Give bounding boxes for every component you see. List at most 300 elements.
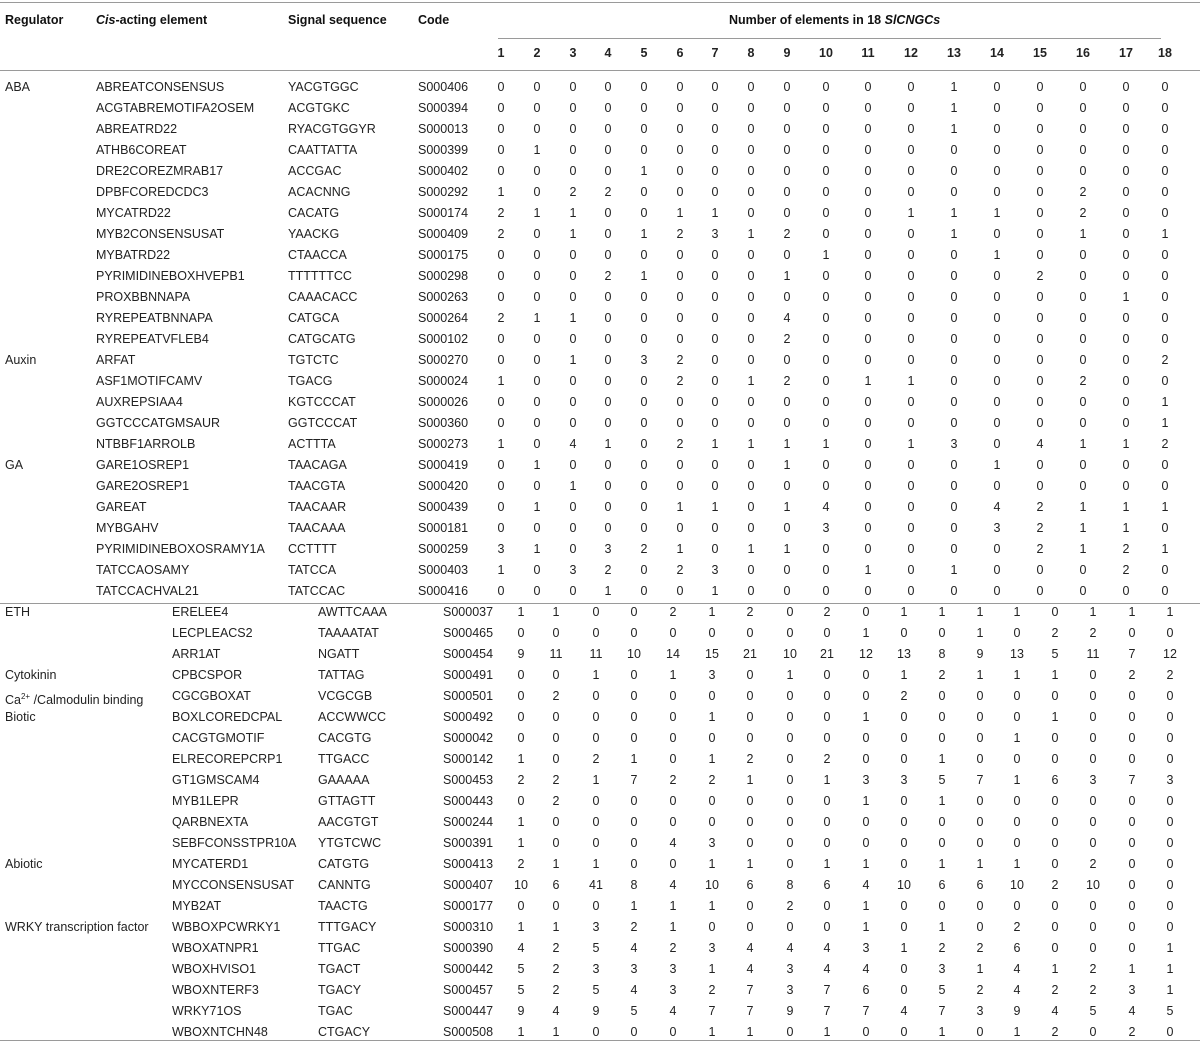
- count-cell: 1: [533, 311, 541, 325]
- element-cell: WBBOXPCWRKY1: [172, 920, 281, 934]
- count-cell: 1: [552, 920, 560, 934]
- count-cell: 0: [783, 164, 791, 178]
- count-cell: 0: [497, 458, 505, 472]
- count-cell: 0: [993, 80, 1001, 94]
- count-cell: 0: [676, 521, 684, 535]
- count-cell: 0: [497, 416, 505, 430]
- count-cell: 0: [1128, 857, 1136, 871]
- signal-cell: TGACT: [318, 962, 361, 976]
- count-cell: 0: [1036, 164, 1044, 178]
- count-cell: 0: [676, 395, 684, 409]
- code-cell: S000406: [418, 80, 469, 94]
- count-cell: 5: [1166, 1004, 1174, 1018]
- count-cell: 2: [552, 773, 560, 787]
- count-cell: 0: [1161, 563, 1169, 577]
- count-cell: 2: [1166, 668, 1174, 682]
- element-cell: WBOXATNPR1: [172, 941, 259, 955]
- count-cell: 1: [517, 752, 525, 766]
- count-cell: 0: [592, 899, 600, 913]
- count-cell: 0: [900, 899, 908, 913]
- count-cell: 0: [552, 752, 560, 766]
- count-cell: 7: [630, 773, 638, 787]
- count-cell: 0: [552, 626, 560, 640]
- count-cell: 1: [900, 941, 908, 955]
- count-cell: 0: [552, 836, 560, 850]
- count-cell: 0: [938, 710, 946, 724]
- count-cell: 0: [862, 836, 870, 850]
- code-cell: S000181: [418, 521, 469, 535]
- count-cell: 1: [862, 899, 870, 913]
- signal-cell: AWTTCAAA: [318, 605, 387, 619]
- count-cell: 0: [864, 269, 872, 283]
- count-cell: 0: [1166, 731, 1174, 745]
- count-cell: 0: [1013, 899, 1021, 913]
- count-cell: 0: [669, 731, 677, 745]
- element-cell: ACGTABREMOTIFA2OSEM: [96, 101, 255, 115]
- count-cell: 0: [993, 269, 1001, 283]
- count-cell: 0: [676, 122, 684, 136]
- signal-cell: NGATT: [318, 647, 360, 661]
- gene-number-header: 8: [747, 46, 755, 60]
- gene-number-header: 1: [497, 46, 505, 60]
- count-cell: 1: [640, 227, 648, 241]
- element-cell: GARE1OSREP1: [96, 458, 190, 472]
- code-cell: S000491: [443, 668, 494, 682]
- count-cell: 0: [976, 836, 984, 850]
- count-cell: 0: [864, 584, 872, 598]
- count-cell: 0: [604, 248, 612, 262]
- count-cell: 1: [938, 1025, 946, 1039]
- count-cell: 0: [1128, 689, 1136, 703]
- count-cell: 1: [569, 227, 577, 241]
- count-cell: 0: [569, 164, 577, 178]
- count-cell: 1: [517, 920, 525, 934]
- count-cell: 0: [747, 143, 755, 157]
- regulator-cell: ABA: [5, 80, 31, 94]
- count-cell: 0: [864, 353, 872, 367]
- count-cell: 0: [1079, 563, 1087, 577]
- count-cell: 0: [640, 206, 648, 220]
- count-cell: 0: [533, 479, 541, 493]
- regulator-cell: Biotic: [5, 710, 36, 724]
- count-cell: 0: [569, 458, 577, 472]
- count-cell: 0: [1089, 1025, 1097, 1039]
- count-cell: 2: [1122, 542, 1130, 556]
- count-cell: 1: [1122, 290, 1130, 304]
- count-cell: 0: [711, 311, 719, 325]
- count-cell: 0: [1089, 710, 1097, 724]
- header-regulator: Regulator: [5, 13, 64, 27]
- count-cell: 0: [747, 395, 755, 409]
- count-cell: 0: [976, 752, 984, 766]
- count-cell: 0: [950, 332, 958, 346]
- count-cell: 1: [747, 437, 755, 451]
- count-cell: 0: [640, 311, 648, 325]
- count-cell: 4: [517, 941, 525, 955]
- count-cell: 0: [640, 374, 648, 388]
- count-cell: 0: [676, 416, 684, 430]
- count-cell: 15: [705, 647, 719, 661]
- count-cell: 0: [1166, 836, 1174, 850]
- count-cell: 4: [746, 941, 754, 955]
- count-cell: 1: [862, 626, 870, 640]
- count-cell: 0: [592, 689, 600, 703]
- count-cell: 0: [1161, 185, 1169, 199]
- count-cell: 0: [1161, 521, 1169, 535]
- count-cell: 0: [497, 395, 505, 409]
- count-cell: 1: [1122, 521, 1130, 535]
- count-cell: 0: [640, 290, 648, 304]
- count-cell: 2: [552, 794, 560, 808]
- count-cell: 0: [1079, 122, 1087, 136]
- count-cell: 2: [1051, 1025, 1059, 1039]
- count-cell: 1: [497, 437, 505, 451]
- count-cell: 0: [1166, 752, 1174, 766]
- count-cell: 1: [823, 857, 831, 871]
- count-cell: 1: [708, 752, 716, 766]
- count-cell: 1: [1013, 668, 1021, 682]
- count-cell: 4: [783, 311, 791, 325]
- count-cell: 10: [1086, 878, 1100, 892]
- count-cell: 0: [907, 269, 915, 283]
- signal-cell: TTTGACY: [318, 920, 377, 934]
- count-cell: 0: [1128, 794, 1136, 808]
- count-cell: 0: [1122, 332, 1130, 346]
- count-cell: 5: [1089, 1004, 1097, 1018]
- count-cell: 0: [822, 479, 830, 493]
- count-cell: 0: [676, 80, 684, 94]
- count-cell: 0: [640, 563, 648, 577]
- count-cell: 3: [630, 962, 638, 976]
- gene-number-header: 4: [604, 46, 612, 60]
- count-cell: 1: [497, 374, 505, 388]
- count-cell: 0: [711, 143, 719, 157]
- count-cell: 2: [552, 983, 560, 997]
- count-cell: 0: [1036, 479, 1044, 493]
- count-cell: 4: [669, 836, 677, 850]
- count-cell: 0: [569, 122, 577, 136]
- count-cell: 0: [822, 227, 830, 241]
- count-cell: 1: [533, 458, 541, 472]
- count-cell: 3: [1089, 773, 1097, 787]
- element-cell: NTBBF1ARROLB: [96, 437, 196, 451]
- count-cell: 1: [708, 857, 716, 871]
- count-cell: 0: [862, 689, 870, 703]
- element-cell: GGTCCCATGMSAUR: [96, 416, 221, 430]
- code-cell: S000391: [443, 836, 494, 850]
- count-cell: 1: [950, 122, 958, 136]
- count-cell: 0: [533, 185, 541, 199]
- count-cell: 0: [907, 353, 915, 367]
- element-cell: MYB1LEPR: [172, 794, 239, 808]
- count-cell: 0: [676, 248, 684, 262]
- count-cell: 0: [497, 80, 505, 94]
- count-cell: 0: [630, 668, 638, 682]
- regulator-cell: WRKY transcription factor: [5, 920, 149, 934]
- element-cell: BOXLCOREDCPAL: [172, 710, 283, 724]
- count-cell: 0: [1161, 101, 1169, 115]
- count-cell: 5: [630, 1004, 638, 1018]
- count-cell: 0: [1036, 563, 1044, 577]
- count-cell: 2: [497, 227, 505, 241]
- count-cell: 0: [1036, 143, 1044, 157]
- count-cell: 1: [1079, 227, 1087, 241]
- count-cell: 1: [747, 227, 755, 241]
- count-cell: 0: [822, 185, 830, 199]
- count-cell: 1: [938, 794, 946, 808]
- count-cell: 0: [786, 605, 794, 619]
- count-cell: 1: [1013, 731, 1021, 745]
- code-cell: S000244: [443, 815, 494, 829]
- count-cell: 0: [747, 479, 755, 493]
- count-cell: 2: [783, 227, 791, 241]
- count-cell: 0: [640, 437, 648, 451]
- code-cell: S000407: [443, 878, 494, 892]
- count-cell: 4: [630, 941, 638, 955]
- count-cell: 0: [900, 731, 908, 745]
- count-cell: 0: [711, 290, 719, 304]
- count-cell: 2: [604, 185, 612, 199]
- count-cell: 0: [1036, 458, 1044, 472]
- header-bottom-rule: [0, 70, 1200, 71]
- count-cell: 0: [1036, 227, 1044, 241]
- count-cell: 0: [950, 500, 958, 514]
- code-cell: S000419: [418, 458, 469, 472]
- code-cell: S000443: [443, 794, 494, 808]
- count-cell: 2: [1089, 857, 1097, 871]
- element-cell: PROXBBNNAPA: [96, 290, 191, 304]
- code-cell: S000402: [418, 164, 469, 178]
- count-cell: 0: [864, 122, 872, 136]
- count-cell: 0: [900, 983, 908, 997]
- count-cell: 2: [746, 605, 754, 619]
- count-cell: 4: [630, 983, 638, 997]
- count-cell: 4: [823, 941, 831, 955]
- count-cell: 5: [517, 962, 525, 976]
- element-cell: WBOXHVISO1: [172, 962, 257, 976]
- count-cell: 0: [708, 794, 716, 808]
- count-cell: 3: [822, 521, 830, 535]
- count-cell: 0: [746, 668, 754, 682]
- count-cell: 0: [1036, 311, 1044, 325]
- count-cell: 1: [708, 710, 716, 724]
- count-cell: 1: [993, 458, 1001, 472]
- count-cell: 1: [938, 752, 946, 766]
- count-cell: 2: [1051, 626, 1059, 640]
- count-cell: 1: [746, 773, 754, 787]
- count-cell: 0: [604, 164, 612, 178]
- signal-cell: GAAAAA: [318, 773, 370, 787]
- count-cell: 1: [1013, 773, 1021, 787]
- count-cell: 1: [1166, 983, 1174, 997]
- count-cell: 2: [1089, 626, 1097, 640]
- count-cell: 7: [708, 1004, 716, 1018]
- count-cell: 0: [1089, 668, 1097, 682]
- count-cell: 2: [1051, 878, 1059, 892]
- count-cell: 0: [950, 143, 958, 157]
- count-cell: 0: [900, 794, 908, 808]
- count-cell: 0: [950, 458, 958, 472]
- signal-cell: ACCWWCC: [318, 710, 387, 724]
- count-cell: 1: [604, 584, 612, 598]
- count-cell: 0: [907, 290, 915, 304]
- count-cell: 0: [533, 521, 541, 535]
- count-cell: 1: [938, 920, 946, 934]
- count-cell: 0: [1051, 857, 1059, 871]
- count-cell: 0: [747, 353, 755, 367]
- count-cell: 2: [1051, 983, 1059, 997]
- count-cell: 0: [976, 1025, 984, 1039]
- count-cell: 2: [669, 773, 677, 787]
- count-cell: 0: [676, 332, 684, 346]
- count-cell: 0: [907, 164, 915, 178]
- count-cell: 0: [783, 248, 791, 262]
- count-cell: 0: [711, 122, 719, 136]
- count-cell: 2: [1079, 206, 1087, 220]
- count-cell: 9: [786, 1004, 794, 1018]
- count-cell: 10: [705, 878, 719, 892]
- count-cell: 4: [1036, 437, 1044, 451]
- count-cell: 1: [746, 857, 754, 871]
- count-cell: 7: [976, 773, 984, 787]
- count-cell: 0: [783, 122, 791, 136]
- count-cell: 0: [783, 563, 791, 577]
- code-cell: S000360: [418, 416, 469, 430]
- gene-number-header: 14: [990, 46, 1004, 60]
- count-cell: 0: [786, 773, 794, 787]
- count-cell: 0: [1036, 80, 1044, 94]
- count-cell: 0: [747, 122, 755, 136]
- count-cell: 0: [822, 374, 830, 388]
- count-cell: 0: [783, 521, 791, 535]
- count-cell: 0: [864, 521, 872, 535]
- count-cell: 0: [630, 815, 638, 829]
- count-cell: 0: [822, 584, 830, 598]
- count-cell: 0: [552, 710, 560, 724]
- count-cell: 0: [783, 290, 791, 304]
- count-cell: 4: [669, 1004, 677, 1018]
- count-cell: 0: [1122, 269, 1130, 283]
- count-cell: 0: [950, 542, 958, 556]
- element-cell: CACGTGMOTIF: [172, 731, 265, 745]
- count-cell: 1: [533, 500, 541, 514]
- count-cell: 0: [630, 731, 638, 745]
- count-cell: 0: [711, 101, 719, 115]
- count-cell: 2: [676, 437, 684, 451]
- count-cell: 6: [976, 878, 984, 892]
- count-cell: 1: [1166, 941, 1174, 955]
- count-cell: 21: [743, 647, 757, 661]
- count-cell: 1: [1089, 605, 1097, 619]
- count-cell: 1: [938, 857, 946, 871]
- code-cell: S000042: [443, 731, 494, 745]
- count-cell: 2: [1089, 983, 1097, 997]
- count-cell: 10: [1010, 878, 1024, 892]
- gene-number-header: 2: [533, 46, 541, 60]
- count-cell: 1: [569, 479, 577, 493]
- count-cell: 0: [864, 458, 872, 472]
- signal-cell: YACGTGGC: [288, 80, 359, 94]
- count-cell: 0: [823, 899, 831, 913]
- count-cell: 0: [533, 395, 541, 409]
- count-cell: 2: [517, 857, 525, 871]
- count-cell: 3: [711, 227, 719, 241]
- count-cell: 4: [1051, 1004, 1059, 1018]
- count-cell: 9: [976, 647, 984, 661]
- count-cell: 0: [676, 290, 684, 304]
- count-cell: 4: [862, 962, 870, 976]
- count-cell: 0: [907, 500, 915, 514]
- count-cell: 0: [592, 710, 600, 724]
- count-cell: 0: [862, 1025, 870, 1039]
- count-cell: 10: [627, 647, 641, 661]
- count-cell: 3: [708, 836, 716, 850]
- count-cell: 0: [786, 794, 794, 808]
- count-cell: 11: [549, 647, 563, 661]
- count-cell: 0: [569, 416, 577, 430]
- count-cell: 1: [569, 311, 577, 325]
- count-cell: 1: [604, 437, 612, 451]
- signal-cell: AACGTGT: [318, 815, 379, 829]
- count-cell: 0: [676, 185, 684, 199]
- header-signal-sequence: Signal sequence: [288, 13, 387, 27]
- count-cell: 0: [676, 479, 684, 493]
- count-cell: 0: [1089, 731, 1097, 745]
- element-cell: PYRIMIDINEBOXHVEPB1: [96, 269, 245, 283]
- count-cell: 0: [708, 626, 716, 640]
- count-cell: 0: [993, 311, 1001, 325]
- signal-cell: TAACGTA: [288, 479, 346, 493]
- count-cell: 1: [517, 836, 525, 850]
- count-cell: 0: [1036, 332, 1044, 346]
- count-cell: 1: [976, 626, 984, 640]
- count-cell: 0: [1122, 395, 1130, 409]
- count-cell: 0: [822, 311, 830, 325]
- count-cell: 1: [676, 206, 684, 220]
- count-cell: 0: [533, 269, 541, 283]
- count-cell: 0: [676, 311, 684, 325]
- element-cell: ABREATCONSENSUS: [96, 80, 225, 94]
- count-cell: 0: [1122, 584, 1130, 598]
- count-cell: 3: [938, 962, 946, 976]
- count-cell: 1: [900, 605, 908, 619]
- count-cell: 0: [993, 332, 1001, 346]
- count-cell: 10: [783, 647, 797, 661]
- signal-cell: GGTCCCAT: [288, 416, 358, 430]
- count-cell: 9: [1013, 1004, 1021, 1018]
- count-cell: 0: [950, 416, 958, 430]
- count-cell: 5: [592, 983, 600, 997]
- count-cell: 0: [823, 794, 831, 808]
- count-cell: 0: [569, 248, 577, 262]
- count-cell: 1: [950, 101, 958, 115]
- gene-number-header: 18: [1158, 46, 1172, 60]
- signal-cell: TTTTTTCC: [288, 269, 352, 283]
- signal-cell: CANNTG: [318, 878, 371, 892]
- count-cell: 2: [630, 920, 638, 934]
- count-cell: 6: [938, 878, 946, 892]
- count-cell: 0: [1051, 794, 1059, 808]
- count-cell: 0: [592, 836, 600, 850]
- count-cell: 0: [1166, 626, 1174, 640]
- count-cell: 0: [747, 563, 755, 577]
- count-cell: 10: [897, 878, 911, 892]
- code-cell: S000453: [443, 773, 494, 787]
- count-cell: 0: [1122, 416, 1130, 430]
- signal-cell: TTGACC: [318, 752, 370, 766]
- element-cell: LECPLEACS2: [172, 626, 253, 640]
- count-cell: 3: [900, 773, 908, 787]
